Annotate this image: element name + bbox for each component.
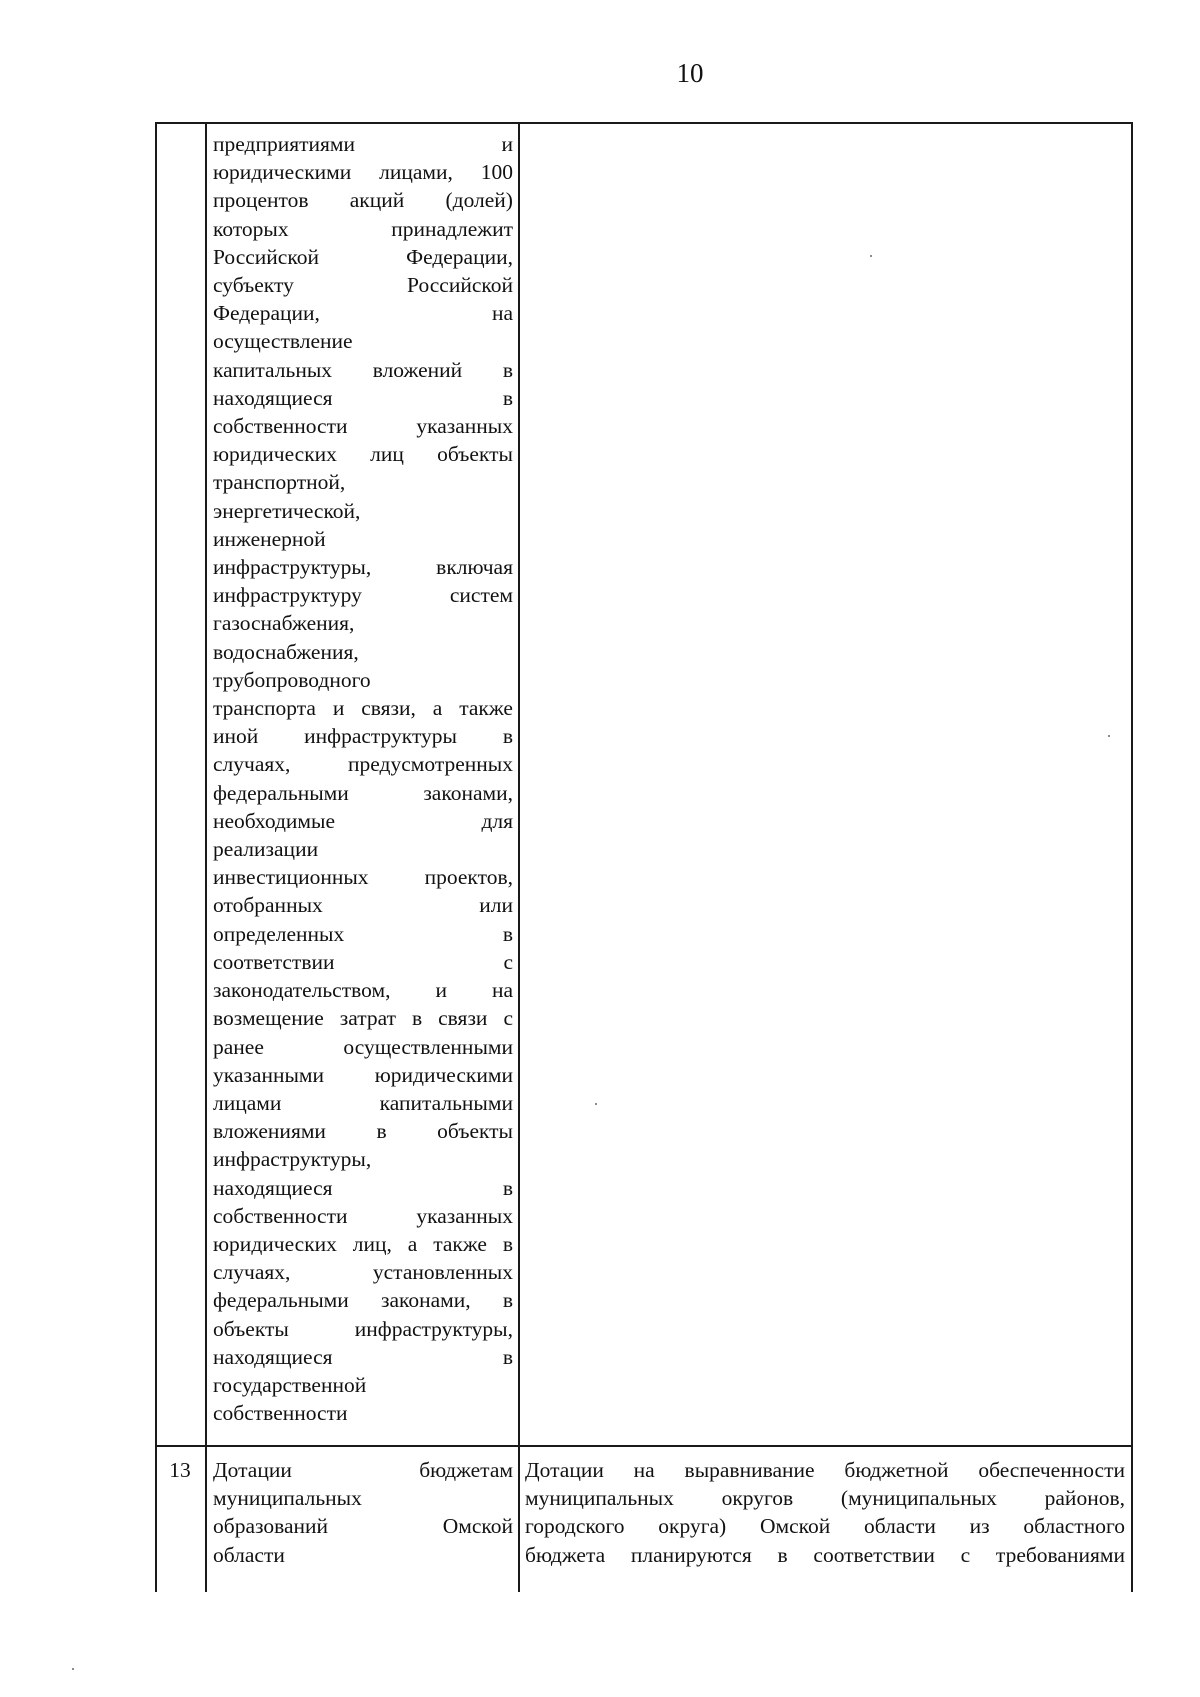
text-line xyxy=(213,243,513,271)
word: Дотации xyxy=(213,1458,292,1482)
word: указанными xyxy=(213,1062,325,1087)
table-border-right xyxy=(1131,122,1133,1592)
word: Омской xyxy=(759,1514,831,1539)
text-line xyxy=(213,497,513,525)
word: в xyxy=(502,921,513,946)
word: 100 xyxy=(480,160,513,185)
word: юридических xyxy=(213,442,337,467)
text-line xyxy=(213,1399,513,1427)
word: в xyxy=(376,1119,387,1144)
word: также xyxy=(433,1231,487,1256)
budget-methods-table xyxy=(155,122,1132,1592)
word: в xyxy=(502,357,513,382)
text-line xyxy=(213,215,513,243)
column-divider-1 xyxy=(205,122,207,1592)
word: вложений xyxy=(372,357,463,382)
text-line xyxy=(213,750,513,778)
word: на xyxy=(491,301,513,326)
word: Омской xyxy=(442,1514,513,1539)
word: объекты xyxy=(437,442,513,467)
word: округа) xyxy=(658,1514,727,1539)
word: с xyxy=(503,949,513,974)
word: субъекту xyxy=(213,273,294,298)
text-line xyxy=(213,1230,513,1258)
word: с xyxy=(503,1006,513,1031)
word: указанных xyxy=(416,414,513,439)
text-line xyxy=(213,271,513,299)
word: области xyxy=(213,1542,285,1567)
word: законодательством, xyxy=(213,978,391,1003)
word: бюджетной xyxy=(844,1458,949,1482)
word: в xyxy=(777,1542,788,1567)
word: а xyxy=(432,696,443,721)
word: Федерации, xyxy=(406,244,513,269)
word: водоснабжения, xyxy=(213,639,359,664)
text-line xyxy=(213,1117,513,1145)
page-number: 10 xyxy=(676,58,704,88)
word: находящиеся xyxy=(213,1175,333,1200)
text-line xyxy=(213,327,513,355)
text-line xyxy=(213,1061,513,1089)
text-line xyxy=(213,525,513,553)
text-line xyxy=(213,1541,513,1569)
text-line xyxy=(213,722,513,750)
text-line xyxy=(213,1089,513,1117)
word: и xyxy=(501,132,513,156)
word: государственной xyxy=(213,1372,367,1397)
text-line xyxy=(213,1286,513,1314)
word: затрат xyxy=(339,1006,397,1031)
word: установленных xyxy=(372,1260,513,1285)
word: юридическими xyxy=(213,160,352,185)
word: законами, xyxy=(380,1288,471,1313)
word: транспортной, xyxy=(213,470,346,495)
row13-description-cell xyxy=(213,1456,513,1569)
word: инженерной xyxy=(213,526,326,551)
word: находящиеся xyxy=(213,385,333,410)
word: Дотации xyxy=(525,1458,604,1482)
word: лицами, xyxy=(379,160,453,185)
text-line xyxy=(213,1512,513,1540)
word: определенных xyxy=(213,921,345,946)
word: и xyxy=(332,696,345,721)
word: в xyxy=(502,1175,513,1200)
word: которых xyxy=(213,216,289,241)
word: систем xyxy=(449,583,513,608)
column-divider-2 xyxy=(518,122,520,1592)
word: собственности xyxy=(213,414,348,439)
text-line xyxy=(213,694,513,722)
scan-speck xyxy=(595,1103,597,1105)
word: возмещение xyxy=(213,1006,324,1031)
word: связи xyxy=(438,1006,488,1031)
word: инфраструктуры, xyxy=(213,555,372,580)
word: необходимые xyxy=(213,808,336,833)
text-line xyxy=(213,468,513,496)
word: на xyxy=(633,1458,655,1482)
text-line xyxy=(213,891,513,919)
word: с xyxy=(960,1542,971,1567)
word: в xyxy=(502,724,513,749)
text-line xyxy=(213,1145,513,1173)
text-line xyxy=(525,1541,1125,1569)
text-line xyxy=(213,1174,513,1202)
row13-number: 13 xyxy=(169,1458,191,1482)
word: Федерации, xyxy=(213,301,320,326)
text-line xyxy=(213,1258,513,1286)
text-line xyxy=(213,356,513,384)
word: проектов, xyxy=(424,865,513,890)
text-line xyxy=(213,581,513,609)
word: лиц, xyxy=(352,1231,392,1256)
word: законами, xyxy=(423,780,513,805)
word: округов xyxy=(721,1486,794,1511)
text-line xyxy=(213,779,513,807)
word: (муниципальных xyxy=(840,1486,997,1511)
table-border-left xyxy=(155,122,157,1592)
text-line xyxy=(213,1484,513,1512)
word: вложениями xyxy=(213,1119,326,1144)
word: Российской xyxy=(407,273,513,298)
text-line xyxy=(213,609,513,637)
word: указанных xyxy=(416,1203,513,1228)
word: осуществление xyxy=(213,329,353,354)
word: осуществленными xyxy=(343,1034,513,1059)
word: транспорта xyxy=(213,696,316,721)
word: (долей) xyxy=(445,188,513,213)
word: районов, xyxy=(1044,1486,1125,1511)
text-line xyxy=(213,976,513,1004)
word: энергетической, xyxy=(213,498,361,523)
word: собственности xyxy=(213,1401,348,1426)
text-line xyxy=(213,666,513,694)
word: бюджетам xyxy=(419,1458,513,1482)
word: бюджета xyxy=(525,1542,606,1567)
word: также xyxy=(459,696,513,721)
word: случаях, xyxy=(213,752,291,777)
word: случаях, xyxy=(213,1260,291,1285)
word: реализации xyxy=(213,837,319,862)
word: в xyxy=(502,1288,513,1313)
word: объекты xyxy=(437,1119,513,1144)
word: акций xyxy=(349,188,405,213)
word: или xyxy=(479,893,513,918)
word: лиц xyxy=(370,442,404,467)
word: в xyxy=(412,1006,423,1031)
text-line xyxy=(213,835,513,863)
word: находящиеся xyxy=(213,1344,333,1369)
word: иной xyxy=(213,724,259,749)
text-line xyxy=(213,186,513,214)
scan-speck xyxy=(1108,735,1110,737)
text-line xyxy=(213,1456,513,1484)
word: лицами xyxy=(213,1090,282,1115)
word: муниципальных xyxy=(525,1486,674,1511)
text-line xyxy=(213,299,513,327)
text-line xyxy=(213,638,513,666)
text-line xyxy=(525,1512,1125,1540)
text-line xyxy=(213,948,513,976)
word: муниципальных xyxy=(213,1486,362,1511)
word: в xyxy=(502,1231,513,1256)
word: предусмотренных xyxy=(348,752,513,777)
word: предприятиями xyxy=(213,132,356,156)
word: собственности xyxy=(213,1203,348,1228)
text-line xyxy=(213,1315,513,1343)
word: отобранных xyxy=(213,893,323,918)
text-line xyxy=(213,863,513,891)
table-border-top xyxy=(155,122,1132,124)
word: принадлежит xyxy=(391,216,513,241)
word: соответствии xyxy=(813,1542,935,1567)
word: на xyxy=(491,978,513,1003)
word: капитальными xyxy=(379,1090,513,1115)
word: федеральными xyxy=(213,1288,349,1313)
word: областного xyxy=(1023,1514,1125,1539)
word: федеральными xyxy=(213,780,349,805)
word: связи, xyxy=(361,696,416,721)
word: в xyxy=(502,385,513,410)
word: образований xyxy=(213,1514,329,1539)
word: выравнивание xyxy=(684,1458,815,1482)
text-line xyxy=(213,1343,513,1371)
text-line xyxy=(213,1202,513,1230)
word: инфраструктуры xyxy=(304,724,457,749)
word: юридических xyxy=(213,1231,337,1256)
text-line xyxy=(213,440,513,468)
word: требованиями xyxy=(995,1542,1125,1567)
text-line xyxy=(213,1033,513,1061)
text-line xyxy=(213,158,513,186)
word: газоснабжения, xyxy=(213,611,355,636)
scan-speck xyxy=(72,1668,74,1670)
word: городского xyxy=(525,1514,625,1539)
text-line xyxy=(213,920,513,948)
text-line xyxy=(213,384,513,412)
word: объекты xyxy=(213,1316,289,1341)
word: инфраструктуру xyxy=(213,583,362,608)
word: инфраструктуры, xyxy=(354,1316,513,1341)
text-line xyxy=(213,807,513,835)
word: ранее xyxy=(213,1034,264,1059)
row-divider xyxy=(155,1445,1132,1447)
word: юридическими xyxy=(374,1062,513,1087)
scan-speck xyxy=(870,255,872,257)
word: включая xyxy=(436,555,513,580)
word: процентов xyxy=(213,188,309,213)
text-line xyxy=(213,1004,513,1032)
word: а xyxy=(407,1231,418,1256)
text-line xyxy=(213,553,513,581)
text-line xyxy=(525,1484,1125,1512)
word: соответствии xyxy=(213,949,335,974)
word: в xyxy=(502,1344,513,1369)
word: инвестиционных xyxy=(213,865,369,890)
text-line xyxy=(213,1371,513,1399)
word: и xyxy=(435,978,447,1003)
word: для xyxy=(481,808,513,833)
text-line xyxy=(213,412,513,440)
word: инфраструктуры, xyxy=(213,1147,372,1172)
text-line xyxy=(213,130,513,158)
word: трубопроводного xyxy=(213,667,371,692)
word: из xyxy=(969,1514,990,1539)
text-line xyxy=(525,1456,1125,1484)
word: области xyxy=(863,1514,936,1539)
word: обеспеченности xyxy=(978,1458,1125,1482)
row13-method-cell xyxy=(525,1456,1125,1569)
word: капитальных xyxy=(213,357,333,382)
row12-description-cell xyxy=(213,130,513,1427)
word: планируются xyxy=(630,1542,752,1567)
word: Российской xyxy=(213,244,319,269)
